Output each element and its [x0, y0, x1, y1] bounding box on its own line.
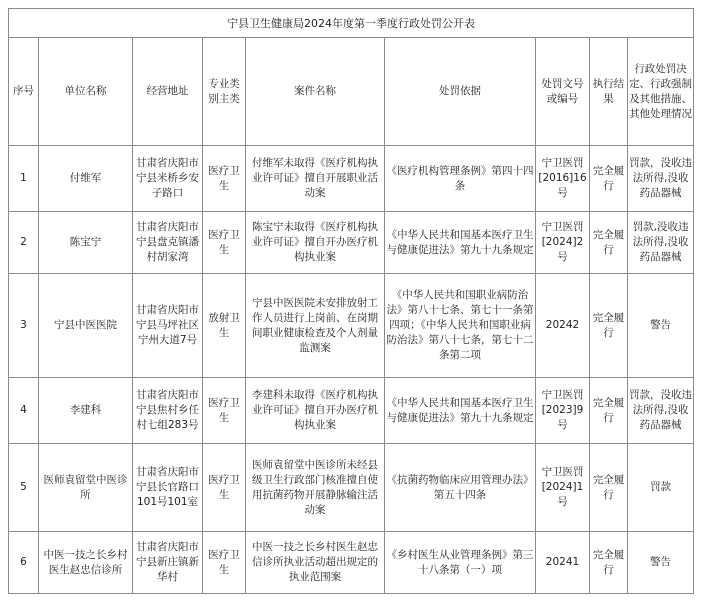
- cell-document-number: 宁卫医罚[2023]9号: [536, 378, 590, 444]
- cell-execution-result: 完全履行: [590, 532, 628, 594]
- penalty-table-wrapper: [8, 8, 694, 594]
- cell-unit-name: 医师袁留堂中医诊所: [39, 444, 133, 532]
- cell-seq: 2: [9, 212, 39, 274]
- cell-decision: 罚款: [628, 444, 694, 532]
- header-row: [9, 38, 694, 146]
- cell-address: 甘肃省庆阳市宁县焦村乡任村七组283号: [133, 378, 203, 444]
- header-document-number: 处罚文号或编号: [536, 38, 590, 146]
- cell-penalty-basis: 《中华人民共和国基本医疗卫生与健康促进法》第九十九条规定: [385, 378, 536, 444]
- table-row: [9, 444, 694, 532]
- cell-decision: 警告: [628, 532, 694, 594]
- cell-seq: 5: [9, 444, 39, 532]
- cell-penalty-basis: 《乡村医生从业管理条例》第三十八条第（一）项: [385, 532, 536, 594]
- header-case-name: 案件名称: [246, 38, 385, 146]
- cell-case-name: 医师袁留堂中医诊所未经县级卫生行政部门核准擅自使用抗菌药物开展静脉输注活动案: [246, 444, 385, 532]
- cell-decision: 警告: [628, 274, 694, 378]
- cell-address: 甘肃省庆阳市宁县米桥乡安子路口: [133, 146, 203, 212]
- cell-unit-name: 中医一技之长乡村医生赵忠信诊所: [39, 532, 133, 594]
- cell-category: 医疗卫生: [203, 212, 246, 274]
- cell-seq: 3: [9, 274, 39, 378]
- header-execution-result: 执行结果: [590, 38, 628, 146]
- title-row: [9, 9, 694, 38]
- cell-document-number: 宁卫医罚[2024]1号: [536, 444, 590, 532]
- cell-category: 医疗卫生: [203, 532, 246, 594]
- cell-seq: 6: [9, 532, 39, 594]
- cell-unit-name: 陈宝宁: [39, 212, 133, 274]
- cell-execution-result: 完全履行: [590, 146, 628, 212]
- cell-document-number: 宁卫医罚[2016]16号: [536, 146, 590, 212]
- table-row: [9, 212, 694, 274]
- cell-category: 医疗卫生: [203, 444, 246, 532]
- cell-decision: 罚款，没收违法所得,没收药品器械: [628, 146, 694, 212]
- header-penalty-basis: 处罚依据: [385, 38, 536, 146]
- header-address: 经营地址: [133, 38, 203, 146]
- table-row: [9, 146, 694, 212]
- cell-decision: 罚款，没收违法所得,没收药品器械: [628, 378, 694, 444]
- cell-case-name: 李建科未取得《医疗机构执业许可证》擅自开办医疗机构执业案: [246, 378, 385, 444]
- cell-address: 甘肃省庆阳市宁县新庄镇新华村: [133, 532, 203, 594]
- header-seq: 序号: [9, 38, 39, 146]
- cell-execution-result: 完全履行: [590, 444, 628, 532]
- cell-penalty-basis: 《医疗机构管理条例》第四十四条: [385, 146, 536, 212]
- cell-decision: 罚款,没收违法所得,没收药品器械: [628, 212, 694, 274]
- table-row: [9, 532, 694, 594]
- header-unit-name: 单位名称: [39, 38, 133, 146]
- header-decision: 行政处罚决定、行政强制及其他措施、其他处理情况: [628, 38, 694, 146]
- cell-case-name: 中医一技之长乡村医生赵忠信诊所执业活动超出规定的执业范围案: [246, 532, 385, 594]
- table-row: [9, 378, 694, 444]
- cell-penalty-basis: 《抗菌药物临床应用管理办法》第五十四条: [385, 444, 536, 532]
- cell-case-name: 宁县中医医院未安排放射工作人员进行上岗前、在岗期间职业健康检查及个人剂量监测案: [246, 274, 385, 378]
- table-title: 宁县卫生健康局2024年度第一季度行政处罚公开表: [9, 9, 694, 38]
- cell-seq: 4: [9, 378, 39, 444]
- cell-address: 甘肃省庆阳市宁县盘克镇潘村胡家湾: [133, 212, 203, 274]
- header-category: 专业类别主类: [203, 38, 246, 146]
- cell-execution-result: 完全履行: [590, 274, 628, 378]
- cell-execution-result: 完全履行: [590, 378, 628, 444]
- cell-category: 医疗卫生: [203, 146, 246, 212]
- cell-document-number: 20242: [536, 274, 590, 378]
- cell-category: 放射卫生: [203, 274, 246, 378]
- cell-unit-name: 付维军: [39, 146, 133, 212]
- cell-category: 医疗卫生: [203, 378, 246, 444]
- cell-unit-name: 宁县中医医院: [39, 274, 133, 378]
- table-body: [9, 146, 694, 594]
- cell-address: 甘肃省庆阳市宁县马坪社区宁州大道7号: [133, 274, 203, 378]
- cell-penalty-basis: 《中华人民共和国职业病防治法》第八十七条、第七十一条第四项；《中华人民共和国职业病防治法》第八十七条，第七十二条第二项: [385, 274, 536, 378]
- cell-case-name: 陈宝宁未取得《医疗机构执业许可证》擅自开办医疗机构执业案: [246, 212, 385, 274]
- cell-unit-name: 李建科: [39, 378, 133, 444]
- cell-execution-result: 完全履行: [590, 212, 628, 274]
- cell-case-name: 付维军未取得《医疗机构执业许可证》擅自开展职业活动案: [246, 146, 385, 212]
- cell-seq: 1: [9, 146, 39, 212]
- cell-penalty-basis: 《中华人民共和国基本医疗卫生与健康促进法》第九十九条规定: [385, 212, 536, 274]
- cell-document-number: 20241: [536, 532, 590, 594]
- table-row: [9, 274, 694, 378]
- cell-address: 甘肃省庆阳市宁县长官路口101号101室: [133, 444, 203, 532]
- cell-document-number: 宁卫医罚[2024]2号: [536, 212, 590, 274]
- penalty-table: [8, 8, 694, 594]
